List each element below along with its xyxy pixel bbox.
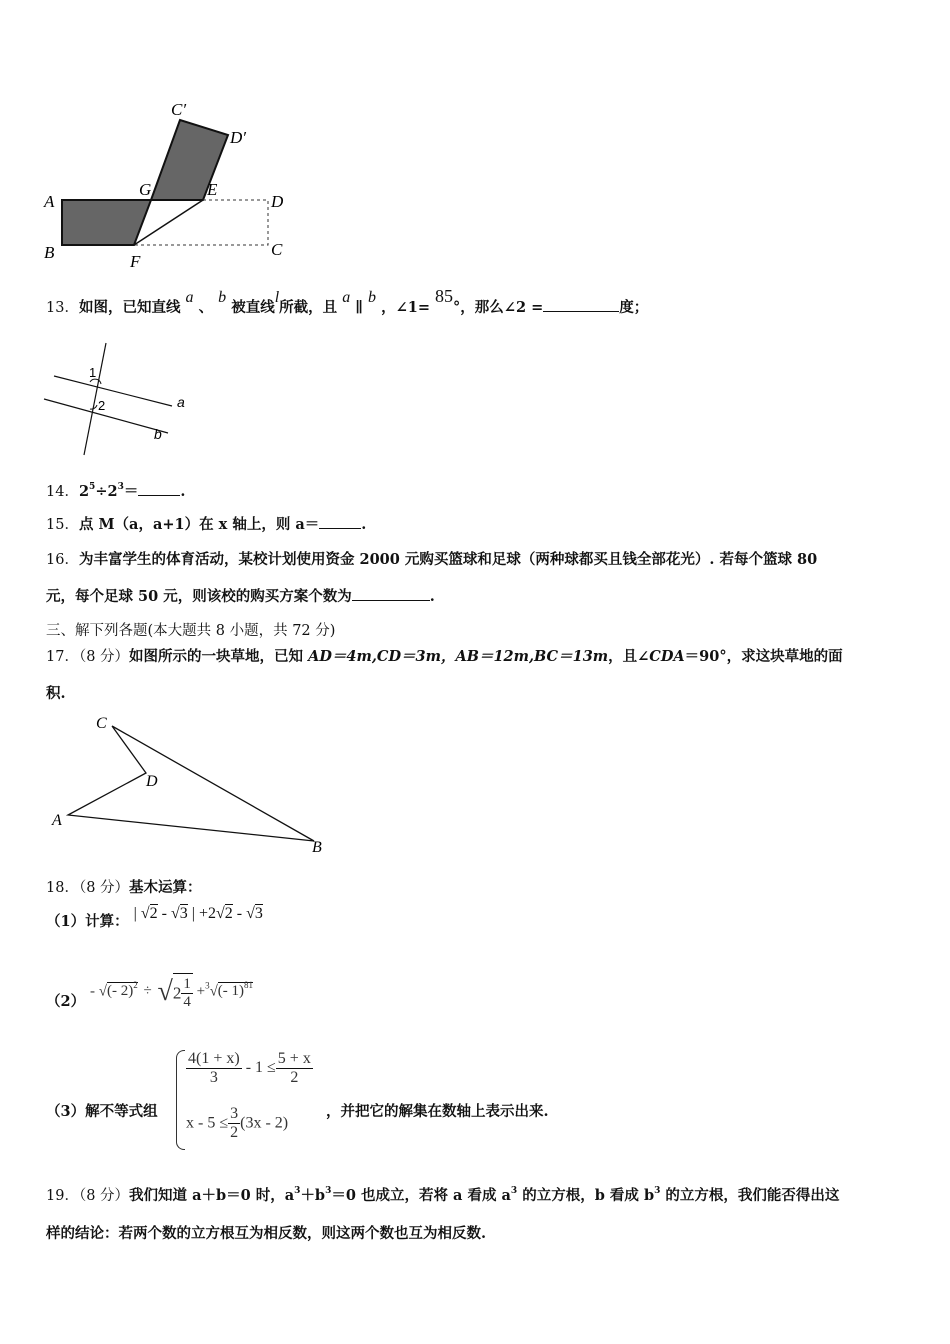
q18-part-2-label: （2） <box>46 993 86 1010</box>
folded-rectangle-figure <box>40 95 300 275</box>
abs-bar-left: | <box>133 905 137 922</box>
sqrt-neg2-squared: √(- 2)$^2$ <box>98 980 138 1000</box>
q16-number: 16． <box>46 552 79 568</box>
q13-text-3: 所截，且 <box>279 299 338 316</box>
label-D: D <box>271 192 284 211</box>
q14-base-2: 2 <box>107 483 118 500</box>
question-13 <box>46 286 649 317</box>
parallel-lines-figure <box>40 335 200 465</box>
ineq1-den: 3 <box>209 1069 218 1086</box>
q19-points: （8 分） <box>78 1188 130 1204</box>
q15-number: 15． <box>46 517 79 533</box>
fraction-1-4 <box>181 976 193 1011</box>
radicand-neg2 <box>107 982 138 999</box>
q13-var-b2: b <box>368 289 377 306</box>
q13-text-4: ，∠1= <box>381 299 430 316</box>
q19-text-1b: ＋b <box>300 1187 326 1204</box>
inequality-1 <box>186 1050 313 1087</box>
ineq2-left: x - 5 ≤ <box>186 1114 229 1132</box>
q18-part-3-end <box>326 1100 549 1121</box>
q13-sep: 、 <box>198 299 214 316</box>
q18-points: （8 分） <box>78 880 130 896</box>
label-D: D <box>146 773 158 790</box>
ineq1-rnum: 5 + x <box>277 1050 311 1067</box>
minus-sign: - <box>157 905 171 922</box>
question-17-line-2 <box>46 682 66 703</box>
q17-text-4: 积. <box>46 685 66 702</box>
cube-root-index: 3 <box>205 980 210 991</box>
denominator-4: 4 <box>183 994 191 1010</box>
section-3-title: 三、解下列各题(本大题共 8 小题，共 72 分) <box>46 623 336 639</box>
q14-exp-2: 3 <box>117 482 124 492</box>
q14-equals: ＝ <box>123 483 139 500</box>
q13-number: 13． <box>46 300 79 316</box>
ineq1-left-fraction <box>186 1050 242 1087</box>
inequality-2 <box>186 1105 288 1142</box>
sqrt-2: √2 <box>140 905 158 922</box>
label-F: F <box>130 252 141 271</box>
q14-div-sign: ÷ <box>95 483 108 500</box>
minus-sign-2: - <box>232 905 247 922</box>
q19-exp-2: 3 <box>325 1186 332 1196</box>
label-C-prime: C′ <box>171 100 187 119</box>
q19-exp-3: 3 <box>510 1186 518 1196</box>
plus-two: +2 <box>194 905 216 922</box>
ineq2-num: 3 <box>230 1105 239 1122</box>
ineq1-right-fraction <box>276 1050 313 1087</box>
ineq2-right: (3x - 2) <box>240 1114 289 1132</box>
negative-sign: - <box>90 983 95 1000</box>
q18-part-1-label: （1）计算： <box>46 913 129 930</box>
q13-text-5: °，那么∠2 = <box>453 299 544 316</box>
square-exp: 2 <box>133 980 138 991</box>
section-3-heading <box>46 619 335 640</box>
q17-points: （8 分） <box>78 649 130 665</box>
label-G: G <box>139 180 152 199</box>
q19-number: 19． <box>46 1188 79 1204</box>
line-a <box>54 376 172 406</box>
q15-text: 点 M（a，a+1）在 x 轴上，则 a＝ <box>78 516 320 533</box>
label-C: C <box>96 715 107 732</box>
q15-answer-blank[interactable] <box>319 515 361 529</box>
exp-81: 81 <box>244 980 254 991</box>
ineq2-den: 2 <box>230 1124 239 1141</box>
inequality-system-brace <box>176 1050 185 1150</box>
q13-text-6: 度； <box>619 299 649 316</box>
cube-root: √(- 1)$^{81}$ <box>209 980 254 1000</box>
ineq2-fraction <box>228 1105 240 1142</box>
q18-part-3-label: （3）解不等式组 <box>46 1103 158 1120</box>
q14-period: . <box>180 483 186 500</box>
q19-text-2: 样的结论：若两个数的立方根互为相反数，则这两个数也互为相反数. <box>46 1225 487 1242</box>
sqrt-2b: √2 <box>215 905 233 922</box>
q18-title: 基木运算： <box>129 879 202 896</box>
whole-part: 2 <box>172 983 182 1003</box>
q14-base-1: 2 <box>78 483 90 500</box>
question-19-line-2 <box>46 1222 486 1243</box>
radicand-2: 2 <box>149 905 158 922</box>
q18-part-2-expression <box>90 973 253 1011</box>
q13-text-1: 如图，已知直线 <box>78 299 181 316</box>
q18-part-3 <box>46 1100 158 1121</box>
question-15 <box>46 513 366 534</box>
label-D-prime: D′ <box>230 128 246 147</box>
q19-exp-4: 3 <box>654 1186 661 1196</box>
q14-exp-1: 5 <box>89 482 96 492</box>
q19-text-1c: ＝0 也成立，若将 a 看成 a <box>331 1187 511 1204</box>
grass-field-figure <box>46 708 346 858</box>
q14-answer-blank[interactable] <box>138 482 180 496</box>
q19-text-1d: 的立方根，b 看成 b <box>517 1187 655 1204</box>
neg-one: (- 1) <box>217 983 245 1000</box>
radicand-neg1 <box>218 982 253 999</box>
ineq1-num: 4(1 + x) <box>188 1050 240 1067</box>
q19-text-1a: 我们知道 a＋b＝0 时，a <box>129 1187 295 1204</box>
sqrt-mixed-fraction: √2 $\frac{1}{4}$ <box>157 973 192 1011</box>
q13-var-a: a <box>185 289 194 306</box>
question-14 <box>46 480 185 501</box>
dashed-original-edge <box>134 200 268 245</box>
q18-part-1-expression <box>134 905 263 922</box>
question-18 <box>46 876 202 897</box>
q13-var-a2: a <box>342 289 351 306</box>
sqrt-3b: √3 <box>246 905 263 922</box>
radicand-2b: 2 <box>224 905 233 922</box>
abs-bar-right: | <box>191 905 195 922</box>
q18-part-1 <box>46 905 263 931</box>
q16-period: . <box>429 588 435 605</box>
label-E: E <box>207 180 218 199</box>
radicand-3b: 3 <box>254 905 263 922</box>
q19-text-1e: 的立方根，我们能否得出这 <box>660 1187 840 1204</box>
label-b: b <box>154 426 162 442</box>
q18-part-3-text: ，并把它的解集在数轴上表示出来. <box>326 1103 549 1120</box>
q17-text-2: ，且∠ <box>608 648 650 665</box>
label-1: 1 <box>89 365 97 380</box>
q13-var-b: b <box>218 289 227 306</box>
label-a: a <box>177 394 185 410</box>
ineq1-middle: - 1 ≤ <box>241 1059 276 1077</box>
question-16-line-2 <box>46 585 435 606</box>
ineq1-rden: 2 <box>290 1069 299 1086</box>
question-19-line-1 <box>46 1184 839 1205</box>
numerator-1: 1 <box>183 976 191 992</box>
q14-number: 14． <box>46 484 79 500</box>
quadrilateral-abcd <box>68 726 314 841</box>
shaded-rect-left <box>62 200 151 245</box>
line-b <box>44 399 168 433</box>
q13-parallel-sign: ∥ <box>355 299 363 316</box>
q18-part-2 <box>46 990 85 1011</box>
q13-angle-value: 85 <box>435 286 454 306</box>
q15-period: . <box>361 516 367 533</box>
q17-text-1: 如图所示的一块草地，已知 <box>129 648 304 665</box>
label-A: A <box>52 812 62 829</box>
q16-answer-blank[interactable] <box>352 587 430 601</box>
q17-text-3: ＝90°，求这块草地的面 <box>684 648 843 665</box>
label-C: C <box>271 240 283 259</box>
label-B: B <box>44 243 55 262</box>
q17-angle-name: CDA <box>649 648 685 665</box>
sqrt-3: √3 <box>170 905 188 922</box>
label-B: B <box>312 839 322 856</box>
divide-sign: ÷ <box>143 983 152 1000</box>
question-16-line-1 <box>46 548 817 569</box>
q18-number: 18． <box>46 880 79 896</box>
q13-answer-blank[interactable] <box>543 298 619 312</box>
q16-text-1: 为丰富学生的体育活动，某校计划使用资金 2000 元购买篮球和足球（两种球都买且钱全部花光）. 若每个篮球 80 <box>78 551 818 568</box>
q16-text-2: 元，每个足球 50 元，则该校的购买方案个数为 <box>46 588 352 605</box>
radicand-3: 3 <box>179 905 188 922</box>
question-17-line-1 <box>46 645 843 666</box>
label-A: A <box>44 192 55 211</box>
q13-var-l: l <box>274 289 280 306</box>
q17-conditions: AD＝4m,CD＝3m，AB＝12m,BC＝13m <box>308 648 609 665</box>
plus-sign: + <box>196 983 206 1000</box>
label-2: 2 <box>98 398 106 413</box>
q17-number: 17． <box>46 649 79 665</box>
neg-two: (- 2) <box>106 983 134 1000</box>
q13-text-2: 被直线 <box>231 299 275 316</box>
q19-exp-1: 3 <box>294 1186 301 1196</box>
